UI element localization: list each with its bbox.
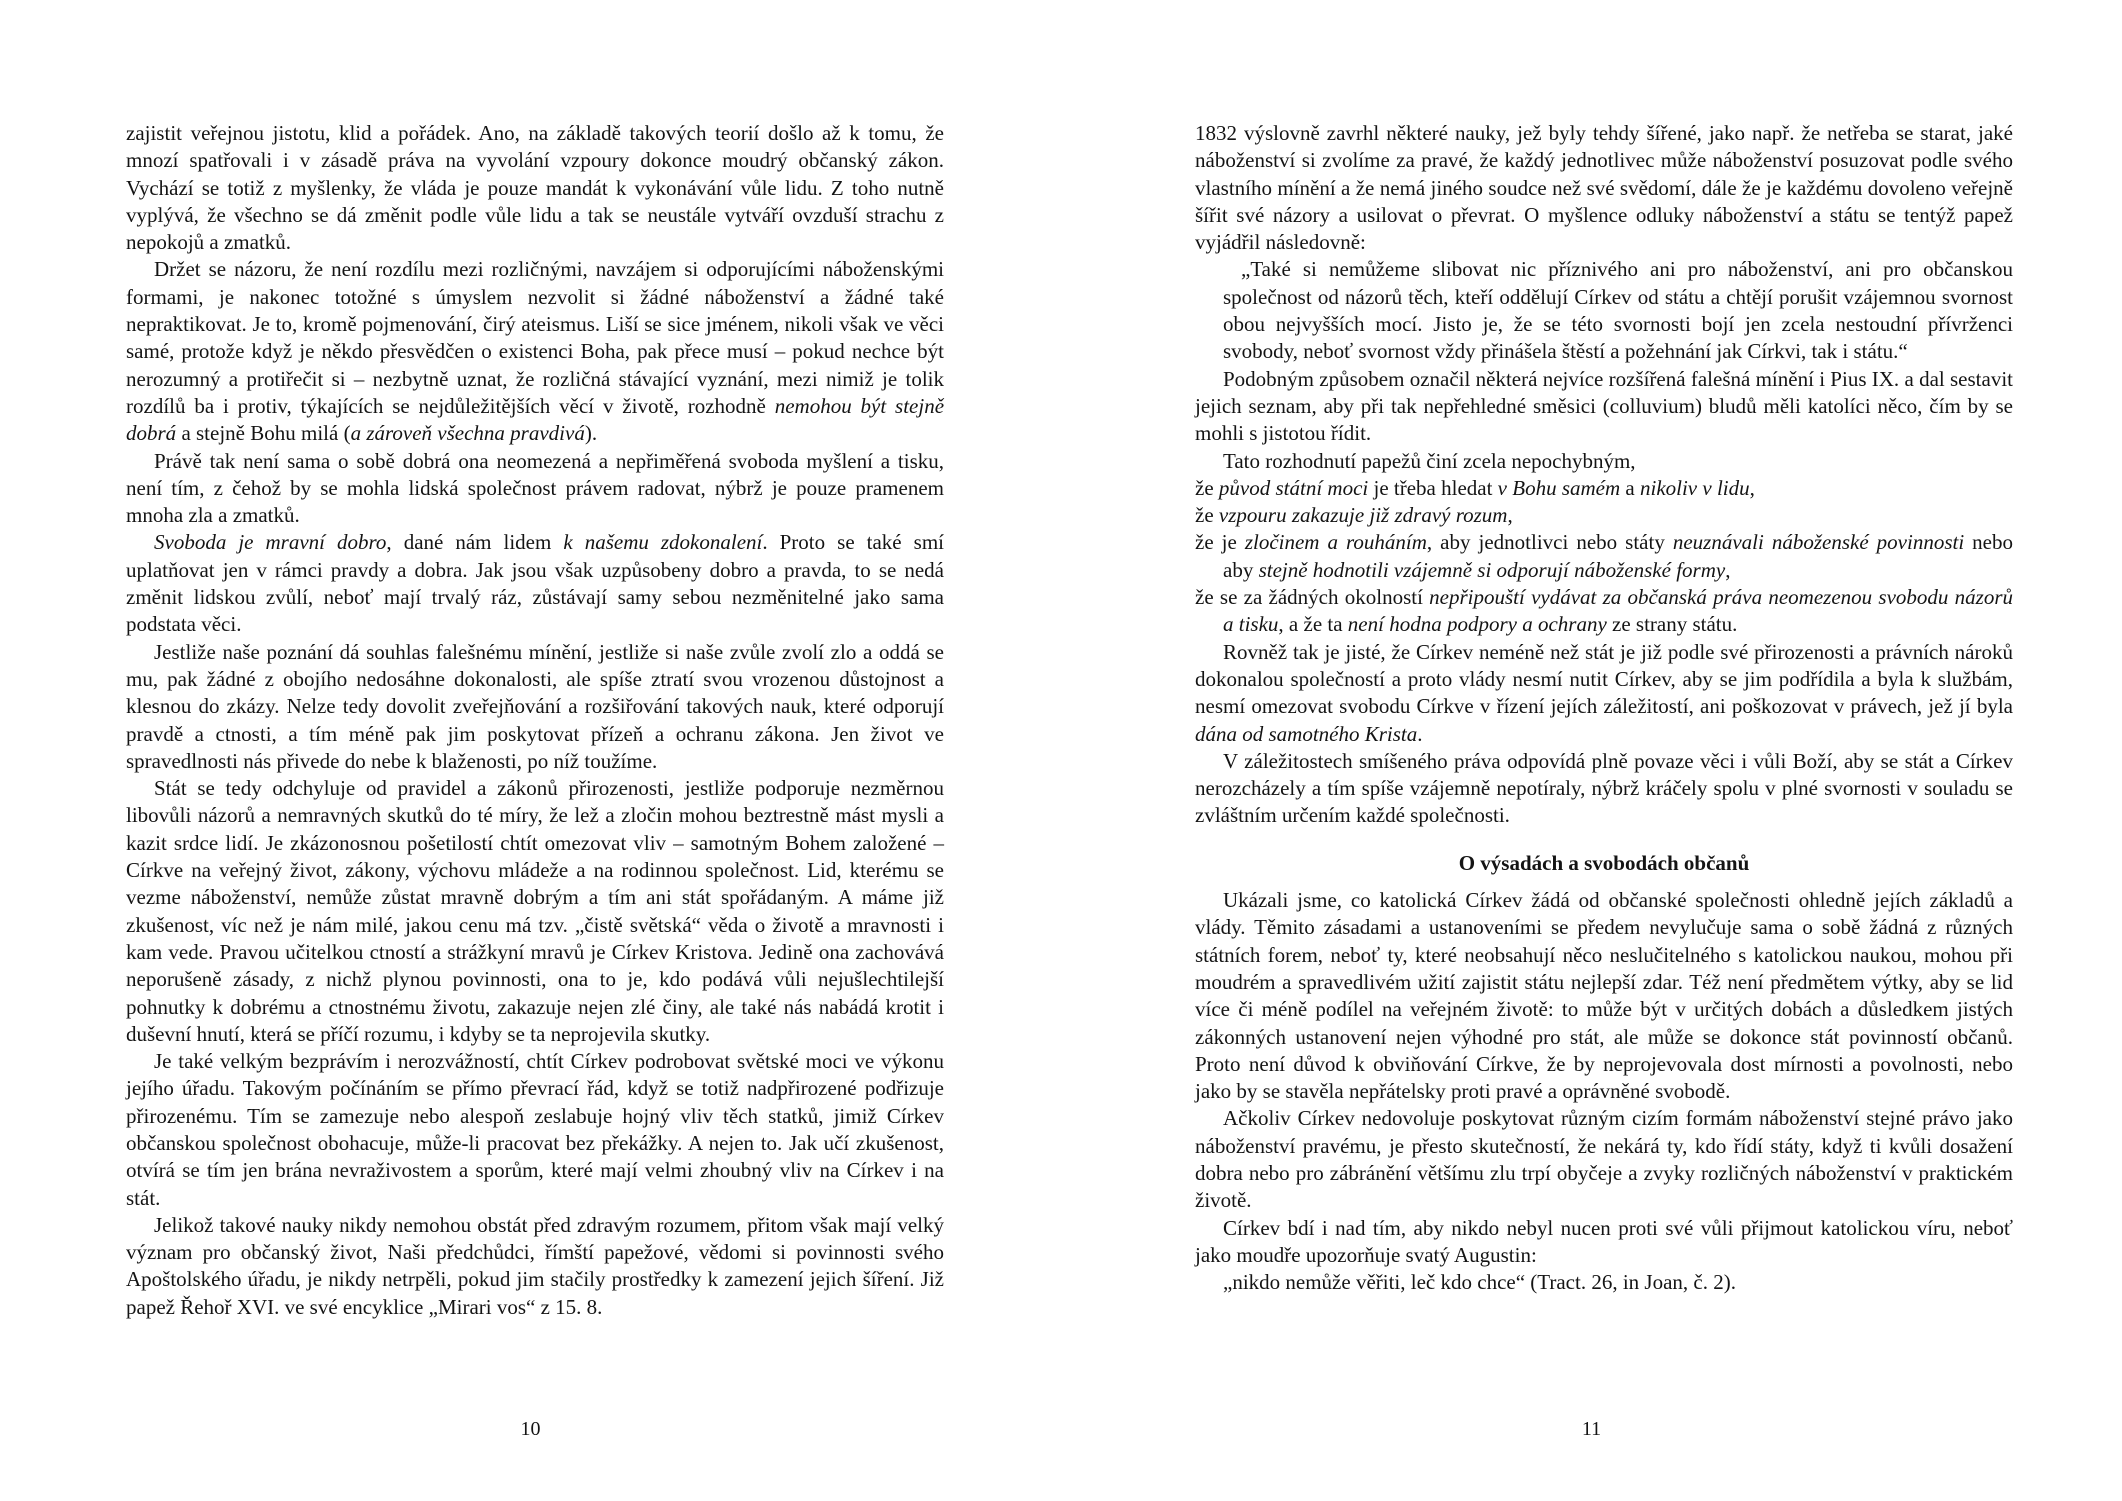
paragraph: Právě tak není sama o sobě dobrá ona neomezená a nepřiměřená svoboda myšlení a tisku, není tím, z čehož by se mohla lidská společnost právem radovat, nýbrž je pouze pramenem mnoha zla a zmatků.: [126, 448, 944, 528]
paragraph: že se za žádných okolností nepřipouští vydávat za občanská práva neomezenou svobodu názorů a tisku, a že ta není hodna podpory a ochrany ze strany státu.: [1195, 585, 2013, 637]
paragraph: Ačkoliv Církev nedovoluje poskytovat různým cizím formám náboženství stejné právo jako náboženství pravému, je přesto skutečností, že nekárá ty, kdo řídí státy, když ti kvůli dosažení dobra nebo pro zábránění většímu zlu trpí obyčeje a zvyky rozličných náboženství v praktickém životě.: [1195, 1106, 2013, 1213]
paragraph: Jelikož takové nauky nikdy nemohou obstát před zdravým rozumem, přitom však mají velký význam pro občanský život, Naši předchůdci, římští papežové, vědomi si povinnosti svého Apoštolského úřadu, je nikdy netrpěli, pokud jim stačily prostředky k zamezení jejich šíření. Již papež Řehoř XVI. ve své encyklice „Mirari vos“ z 15. 8.: [126, 1212, 944, 1319]
paragraph: Ukázali jsme, co katolická Církev žádá od občanské společnosti ohledně jejích základů a vlády. Těmito zásadami a ustanoveními se předem nevylučuje sama o sobě žádná z různých státních forem, neboť ty, které neobsahují něco neslučitelného s katolickou naukou, mohou při moudrém a spravedlivém užití zajistit státu nejlepší zdar. Též není předmětem výtky, aby se lid více či méně podílel na veřejném životě: to může být v určitých dobách a důsledkem jistých zákonných ustanovení nejen výhodné pro stát, ale může se dokonce stát povinností občanů. Proto není důvod k obviňování Církve, že by neprojevovala dost mírnosti a povolnosti, nebo jako by se stavěla nepřátelsky proti pravé a oprávněné svobodě.: [1195, 888, 2013, 1104]
paragraph: Je také velkým bezprávím i nerozvážností, chtít Církev podrobovat světské moci ve výkonu jejího úřadu. Takovým počínáním se přímo převrací řád, když se totiž nadpřirozené podřizuje přirozenému. Tím se zamezuje nebo alespoň zeslabuje hojný vliv těch statků, jimiž Církev občanskou společnost obohacuje, může-li pracovat bez překážky. A nejen to. Jak učí zkušenost, otvírá se tím jen brána nevraživostem a sporům, které mají velmi zhoubný vliv na Církev i na stát.: [126, 1049, 944, 1210]
paragraph: Rovněž tak je jisté, že Církev neméně než stát je již podle své přirozenosti a právních nároků dokonalou společností a proto vlády nesmí nutit Církev, aby se jim podřídila a byla k službám, nesmí omezovat svobodu Církve v řízení jejích záležitostí, ani poškozovat v právech, jež jí byla dána od samotného Krista.: [1195, 639, 2013, 746]
paragraph: Stát se tedy odchyluje od pravidel a zákonů přirozenosti, jestliže podporuje nezměrnou libovůli názorů a nemravných skutků do té míry, že lež a zločin mohou beztrestně mást mysli a kazit srdce lidí. Je zkázonosnou pošetilostí chtít omezovat vliv – samotným Bohem založené – Církve na veřejný život, zákony, výchovu mládeže a na rodinnou společnost. Lid, kterému se vezme náboženství, nemůže zůstat mravně dobrým a tím ani stát spořádaným. A máme již zkušenost, víc než je nám milé, jakou cenu má tzv. „čistě světská“ věda o životě a mravnosti i kam vede. Pravou učitelkou ctností a strážkyní mravů je Církev Kristova. Jedině ona zachovává neporušeně zásady, z nichž plynou povinnosti, ona to je, kdo podává vůli nejušlechtilejší pohnutky k dobrému a ctnostnému životu, zakazuje nejen zlé činy, ale také nás nabádá krotit i duševní hnutí, která se příčí rozumu, i kdyby se ta neprojevila skutky.: [126, 776, 944, 1046]
paragraph: V záležitostech smíšeného práva odpovídá plně povaze věci i vůli Boží, aby se stát a Církev nerozcházely a tím spíše vzájemně nepotíraly, nýbrž kráčely spolu v plné svornosti v souladu se zvláštním určením každé společnosti.: [1195, 748, 2013, 828]
section-heading: O výsadách a svobodách občanů: [1458, 850, 1750, 875]
paragraph: že původ státní moci je třeba hledat v Bohu samém a nikoliv v lidu,: [1195, 475, 1755, 500]
paragraph: Tato rozhodnutí papežů činí zcela nepochybným,: [1223, 448, 1636, 473]
paragraph: „Také si nemůžeme slibovat nic příznivého ani pro náboženství, ani pro občanskou společnost od názorů těch, kteří oddělují Církev od státu a chtějí porušit vzájemnou svornost obou nejvyšších mocí. Jisto je, že se této svornosti bojí jen zcela nestoudní přívrženci svobody, neboť svornost vždy přinášela štěstí a požehnání jak Církvi, tak i státu.“: [1223, 257, 2013, 364]
paragraph: že vzpouru zakazuje již zdravý rozum,: [1195, 503, 1513, 528]
paragraph: „nikdo nemůže věřiti, leč kdo chce“ (Tract. 26, in Joan, č. 2).: [1223, 1270, 1736, 1295]
paragraph: Církev bdí i nad tím, aby nikdo nebyl nucen proti své vůli přijmout katolickou víru, neboť jako moudře upozorňuje svatý Augustin:: [1195, 1215, 2013, 1267]
paragraph: Podobným způsobem označil některá nejvíce rozšířená falešná mínění i Pius IX. a dal sestavit jejich seznam, aby při tak nepřehledné směsici (colluvium) bludů měli katolíci něco, čím by se mohli s jistotou řídit.: [1195, 366, 2013, 446]
paragraph: zajistit veřejnou jistotu, klid a pořádek. Ano, na základě takových teorií došlo až k tomu, že mnozí spatřovali i v zásadě práva na vyvolání vzpoury dokonce moudrý občanský zákon. Vychází se totiž z myšlenky, že vláda je pouze mandát k vykonávání vůle lidu. Z toho nutně vyplývá, že všechno se dá změnit podle vůle lidu a tak se neustále vytváří ovzduší strachu z nepokojů a zmatků.: [126, 121, 944, 255]
paragraph: 1832 výslovně zavrhl některé nauky, jež byly tehdy šířené, jako např. že netřeba se starat, jaké náboženství si zvolíme za pravé, že každý jednotlivec může náboženství posuzovat podle svého vlastního mínění a že nemá jiného soudce než své svědomí, dále že je každému dovoleno veřejně šířit své názory a usilovat o převrat. O myšlence odluky náboženství a státu se tentýž papež vyjádřil následovně:: [1195, 121, 2013, 255]
paragraph: Držet se názoru, že není rozdílu mezi rozličnými, navzájem si odporujícími náboženskými formami, je nakonec totožné s úmyslem nezvolit si žádné náboženství a žádné také nepraktikovat. Je to, kromě pojmenování, čirý ateismus. Liší se sice jménem, nikoli však ve věci samé, protože když je někdo přesvědčen o existenci Boha, pak přece musí – pokud nechce být nerozumný a protiřečit si – nezbytně uznat, že rozličná stávající vyznání, mezi nimiž je tolik rozdílů ba i protiv, týkajících se nejdůležitějších věcí v životě, rozhodně nemohou být stejně dobrá a stejně Bohu milá (a zároveň všechna pravdivá).: [126, 257, 945, 446]
page-number: 10: [520, 1418, 541, 1440]
page-number: 11: [1581, 1418, 1602, 1440]
right-page-text: [1195, 120, 2013, 1296]
left-page-text: [126, 120, 944, 1321]
right-text-before-heading: [1195, 120, 2013, 830]
paragraph: Svoboda je mravní dobro, dané nám lidem k našemu zdokonalení. Proto se také smí uplatňovat jen v rámci pravdy a dobra. Jak jsou však uzpůsobeny dobro a pravda, to se nedá změnit lidskou zvůlí, neboť mají trvalý ráz, zůstávají samy sebou nezměnitelné jako sama podstata věci.: [126, 530, 944, 637]
paragraph: Jestliže naše poznání dá souhlas falešnému mínění, jestliže si naše zvůle zvolí zlo a oddá se mu, pak žádné z obojího nedosáhne dokonalosti, ale spíše ztratí svou vrozenou důstojnost a klesnou do zkázy. Nelze tedy dovolit zveřejňování a rozšiřování takových nauk, které odporují pravdě a ctnosti, a tím méně pak jim poskytovat přízeň a ochranu zákona. Jen život ve spravedlnosti nás přivede do nebe k blaženosti, po níž toužíme.: [126, 639, 944, 773]
paragraph: že je zločinem a rouháním, aby jednotlivci nebo státy neuznávali náboženské povinnosti nebo aby stejně hodnotili vzájemně si odporují náboženské formy,: [1195, 530, 2014, 582]
right-page: [1061, 0, 2122, 1501]
right-text-after-heading: [1195, 887, 2013, 1296]
